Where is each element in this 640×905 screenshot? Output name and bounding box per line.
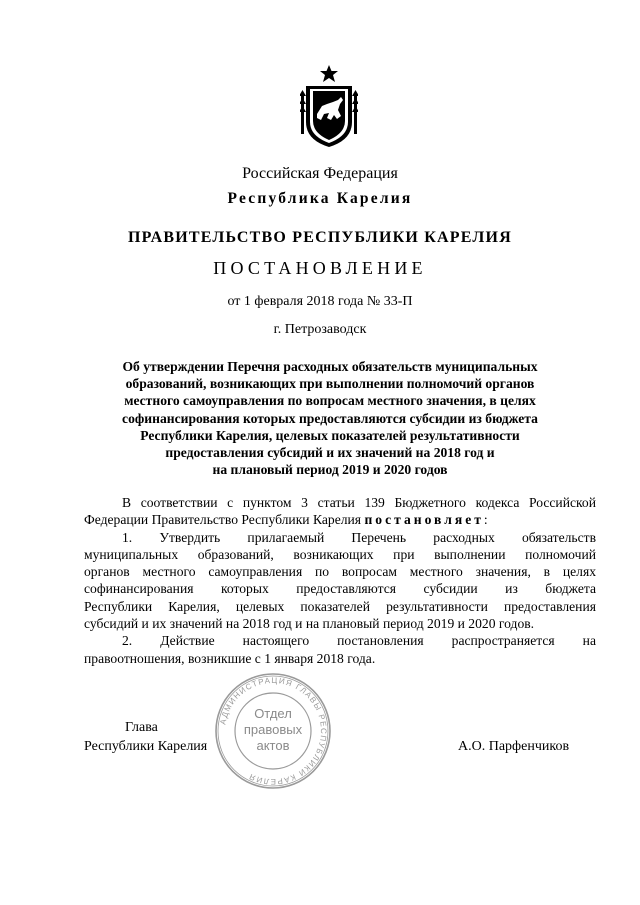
title-line: предоставления субсидий и их значений на 2018 год и (165, 445, 495, 461)
country-name: Российская Федерация (242, 165, 398, 182)
city: г. Петрозаводск (273, 322, 367, 337)
title-line: образований, возникающих при выполнении полномочий органов (125, 376, 535, 392)
item1-line: органов местного самоуправления по вопросам местного значения, в целях (84, 564, 596, 580)
signatory-title: Глава (125, 720, 158, 735)
stamp-line: правовых (243, 722, 303, 737)
republic-name: Республика Карелия (227, 190, 413, 207)
date-and-number: от 1 февраля 2018 года № 33-П (227, 294, 413, 309)
decree-word: постановляет (364, 512, 484, 528)
item1-line: муниципальных образований, возникающих при выполнении полномочий (84, 546, 596, 562)
colon: : (483, 512, 488, 528)
signatory-name: А.О. Парфенчиков (458, 739, 570, 754)
coat-of-arms-icon (300, 64, 358, 148)
stamp-line: актов (256, 738, 290, 753)
title-line: софинансирования которых предоставляются субсидии из бюджета (122, 410, 538, 426)
preamble-text: Федерации Правительство Республики Карелия (84, 512, 365, 528)
title-line: Об утверждении Перечня расходных обязательств муниципальных (122, 359, 538, 374)
stamp-line: Отдел (254, 706, 292, 721)
title-line: на плановый период 2019 и 2020 годов (212, 462, 448, 478)
title-line: местного самоуправления по вопросам местного значения, в целях (124, 393, 536, 409)
stamp-ring-text: АДМИНИСТРАЦИЯ ГЛАВЫ РЕСПУБЛИКИ КАРЕЛИЯ (218, 675, 329, 787)
item1-line: Республики Карелия, целевых показателей результативности предоставления (84, 598, 596, 614)
document-title (80, 358, 580, 478)
government-name: ПРАВИТЕЛЬСТВО РЕСПУБЛИКИ КАРЕЛИЯ (128, 229, 512, 246)
item1-line: субсидий и их значений на 2018 год и на плановый период 2019 и 2020 годов. (84, 616, 535, 632)
preamble-line (84, 511, 596, 528)
signatory-title: Республики Карелия (84, 739, 208, 754)
title-line: Республики Карелия, целевых показателей результативности (140, 427, 520, 443)
item2-line: правоотношения, возникшие с 1 января 2018 года. (84, 650, 376, 666)
official-stamp (214, 672, 332, 790)
preamble-line: В соответствии с пунктом 3 статьи 139 Бюджетного кодекса Российской (122, 495, 596, 510)
item1-line: софинансирования которых предоставляются субсидии из бюджета (84, 581, 596, 597)
item2-line: 2. Действие настоящего постановления распространяется на (122, 633, 596, 649)
item1-line: 1. Утвердить прилагаемый Перечень расходных обязательств (122, 529, 596, 545)
document-type: ПОСТАНОВЛЕНИЕ (213, 258, 427, 278)
document-body (84, 494, 596, 667)
